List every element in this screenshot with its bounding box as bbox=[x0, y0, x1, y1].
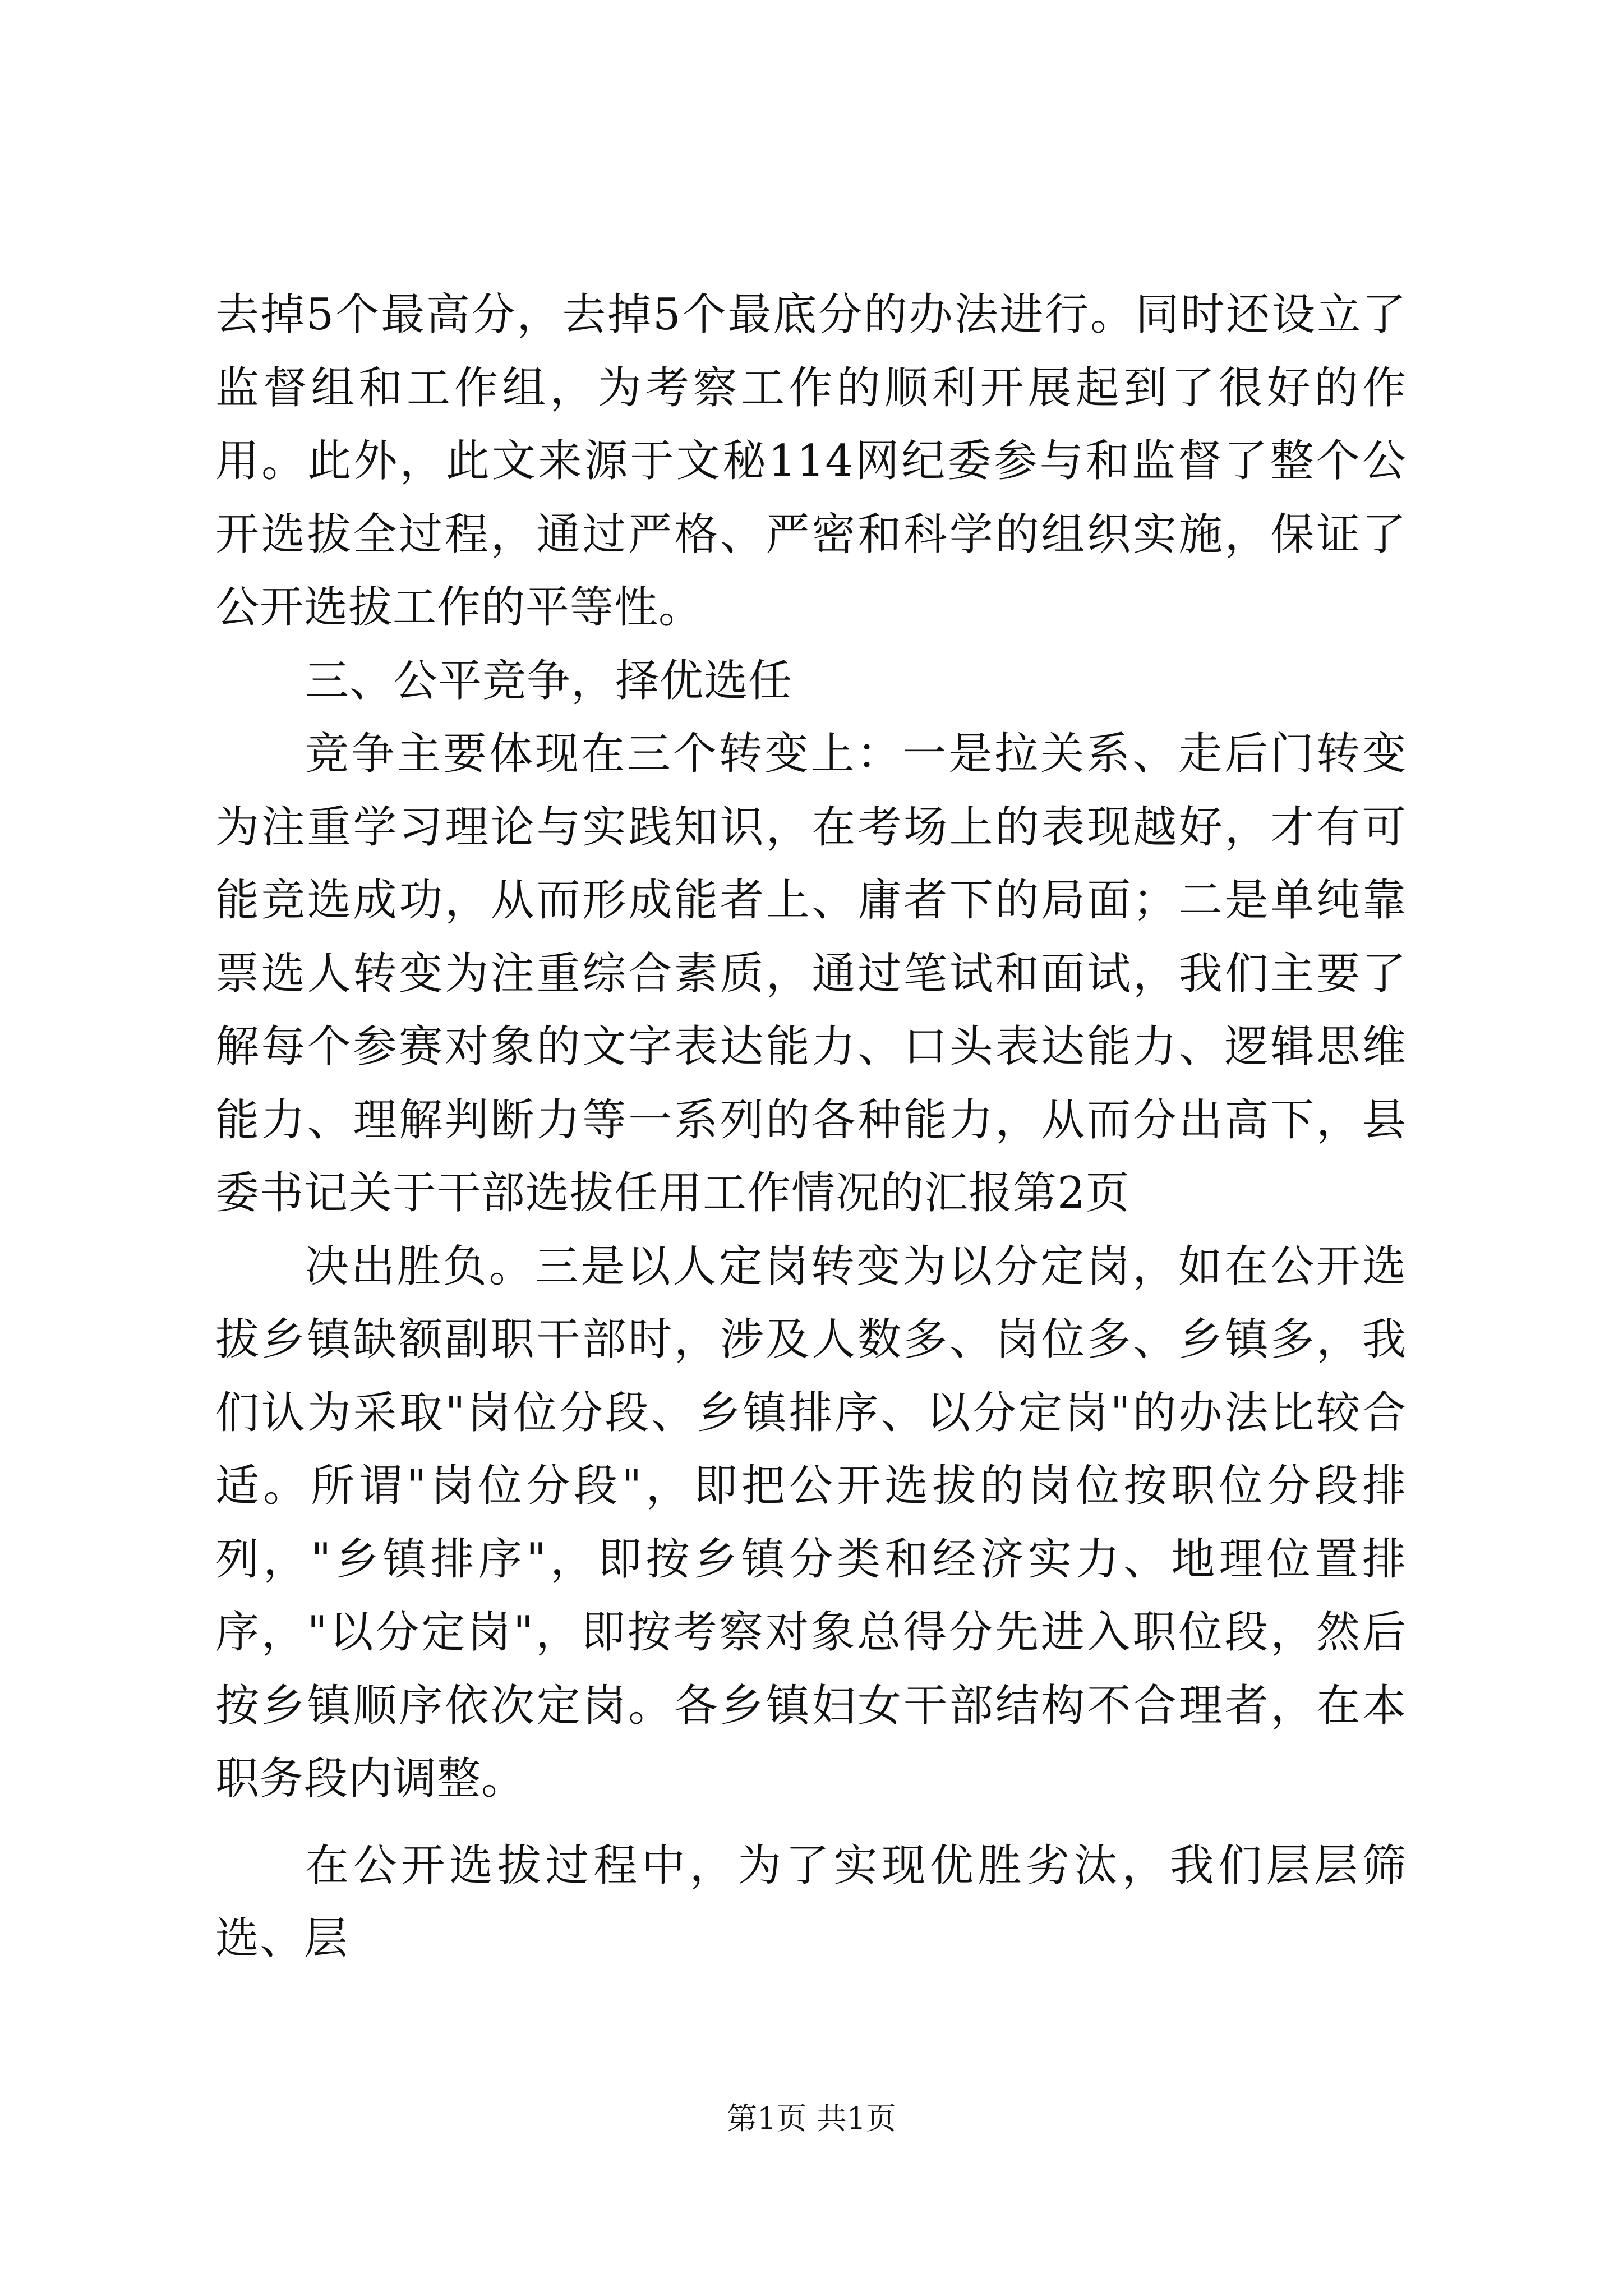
paragraph-selection: 在公开选拔过程中，为了实现优胜劣汰，我们层层筛选、层 bbox=[215, 1840, 1407, 1964]
document-body bbox=[215, 278, 1407, 1976]
paragraph-competition: 竞争主要体现在三个转变上：一是拉关系、走后门转变为注重学习理论与实践知识，在考场上的表现越好，才有可能竞选成功，从而形成能者上、庸者下的局面；二是单纯靠票选人转变为注重综合素质，通过笔试和面试，我们主要了解每个参赛对象的文字表达能力、口头表达能力、逻辑思维能力、理解判断力等一系列的各种能力，从而分出高下，县委书记关于干部选拔任用工作情况的汇报第2页 bbox=[215, 729, 1407, 1218]
section-heading: 三、公平竞争，择优选任 bbox=[305, 655, 793, 706]
page-footer: 第1页 共1页 bbox=[727, 2101, 896, 2136]
paragraph-decision: 决出胜负。三是以人定岗转变为以分定岗，如在公开选拔乡镇缺额副职干部时，涉及人数多、岗位多、乡镇多，我们认为采取"岗位分段、乡镇排序、以分定岗"的办法比较合适。所谓"岗位分段"，即把公开选拔的岗位按职位分段排列，"乡镇排序"，即按乡镇分类和经济实力、地理位置排序，"以分定岗"，即按考察对象总得分先进入职位段，然后按乡镇顺序依次定岗。各乡镇妇女干部结构不合理者，在本职务段内调整。 bbox=[215, 1241, 1407, 1804]
paragraph-continuation: 去掉5个最高分，去掉5个最底分的办法进行。同时还设立了监督组和工作组，为考察工作的顺利开展起到了很好的作用。此外，此文来源于文秘114网纪委参与和监督了整个公开选拔全过程，通过严格、严密和科学的组织实施，保证了公开选拔工作的平等性。 bbox=[215, 289, 1407, 633]
